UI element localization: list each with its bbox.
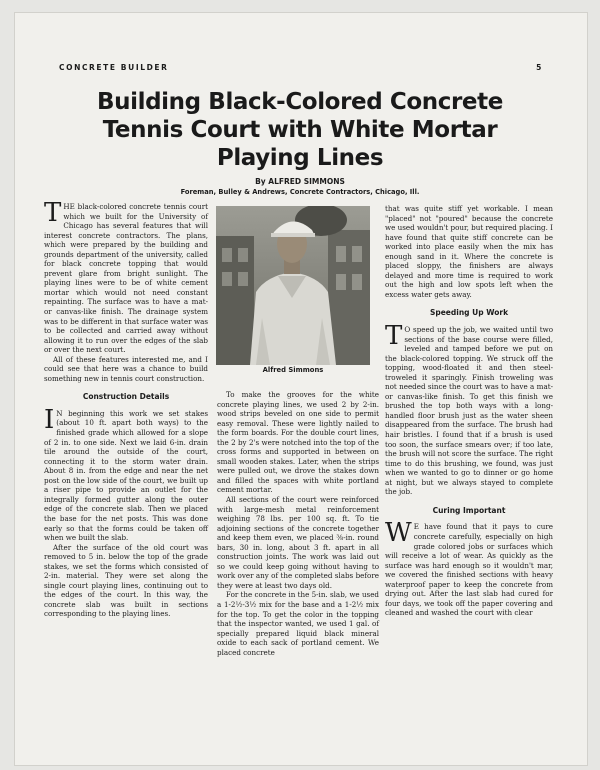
column-3 bbox=[385, 204, 553, 618]
drop-cap: I bbox=[44, 404, 55, 435]
subhead-speeding-up-work: Speeding Up Work bbox=[429, 308, 509, 318]
drop-cap: T bbox=[44, 198, 62, 228]
paragraph: All of these features interested me, and I could see that here was a chance to build something new in tennis court construction. bbox=[44, 354, 208, 383]
page-number: 5 bbox=[536, 63, 543, 72]
subhead-construction-details: Construction Details bbox=[82, 392, 170, 402]
paragraph: To make the grooves for the white concrete playing lines, we used 2 by 2-in. wood strips beveled on one side to permit easy removal. These were lightly nailed to the form boards. For the double court lines, the 2 by 2's were notched into the top of the cross forms and supported in between on small wooden stakes. Later, when the strips were pulled out, we drove the stakes down and filled the spaces with white portland cement mortar. bbox=[217, 390, 379, 495]
byline: By ALFRED SIMMONS bbox=[255, 177, 345, 186]
author-affiliation: Foreman, Bulley & Andrews, Concrete Contractors, Chicago, Ill. bbox=[180, 188, 420, 196]
column-1 bbox=[44, 198, 208, 619]
drop-cap: W bbox=[385, 518, 412, 549]
paragraph: that was quite stiff yet workable. I mean "placed" not "poured" because the concrete we used wouldn't pour, but required placing. I have found that quite stiff concrete can be worked into place easily when the mix has enough sand in it. Where the concrete is placed sloppy, the finishers are always delayed and more time is required to work out the high and low spots left when the excess water gets away. bbox=[385, 204, 553, 299]
publication-name: CONCRETE BUILDER bbox=[59, 63, 169, 72]
column-2 bbox=[217, 390, 379, 657]
paragraph: All sections of the court were reinforced with large-mesh metal reinforcement weighing 78 lbs. per 100 sq. ft. To tie adjoining sections of the concrete together and keep them even, we placed ⅜-in. round bars, 30 in. long, about 3 ft. apart in all construction joints. The work was laid out so we could keep going without having to work over any of the completed slabs before they were at least two days old. bbox=[217, 495, 379, 590]
running-head bbox=[59, 63, 543, 72]
drop-cap: T bbox=[385, 321, 403, 352]
paragraph: I N beginning this work we set stakes (about 10 ft. apart both ways) to the finished grade which allowed for a slope of 2 in. to one side. Next we laid 6-in. drain tile around the outside of the court, connecting it to the storm water drain. About 8 in. from the edge and near the net post on the low side of the court, we built up a riser pipe to provide an outlet for the integrally formed gutter along the outer edge of the concrete slab. Then we placed the base for the net posts. This was done early so that the forms could be taken off when we built the slab. bbox=[44, 404, 208, 543]
portrait-illustration bbox=[216, 206, 370, 365]
article-title: Building Black-Colored Concrete Tennis Court with White Mortar Playing Lines bbox=[97, 89, 503, 171]
paragraph: After the surface of the old court was removed to 5 in. below the top of the grade stakes, we set the forms which consisted of 2-in. material. They were set along the single court playing lines, continuing out to the edges of the court. In this way, the concrete slab was built in sections corresponding to the playing lines. bbox=[44, 542, 208, 619]
paragraph: T O speed up the job, we waited until two sections of the base course were filled, leveled and tamped before we put on the black-colored topping. We struck off the topping, wood-floated it and then steel-troweled it sparingly. Finish troweling was not needed since the court was to have a mat- or canvas-like finish. To get this finish we brushed the top both ways with a long-handled floor brush just as the water sheen disappeared from the surface. The brush had hair bristles. I found that if a brush is used too soon, the surface smears over; if too late, the brush will not score the surface. The right time to do this brushing, we found, was just when we wanted to go to dinner or go home at night, but we always stayed to complete the job. bbox=[385, 321, 553, 497]
paragraph: THE black-colored concrete tennis court which we built for the University of Chicago has several features that will interest concrete contractors. The plans, which were prepared by the building and grounds department of the university, called for black concrete topping that would prevent glare from bright sunlight. The playing lines were to be of white cement mortar which would not need constant repainting. The surface was to have a mat- or canvas-like finish. The drainage system was to be different in that surface water was to be collected and carried away without allowing it to run over the edges of the slab or over the next court. bbox=[44, 198, 208, 355]
paragraph: W E have found that it pays to cure concrete carefully, especially on high grade colored jobs or surfaces which will receive a lot of wear. As quickly as the surface was hard enough so it wouldn't mar, we covered the finished sections with heavy waterproof paper to keep the concrete from drying out. After the last slab had cured for four days, we took off the paper covering and cleaned and washed the court with clear bbox=[385, 518, 553, 618]
photo-caption: Alfred Simmons bbox=[262, 366, 324, 374]
paragraph: For the concrete in the 5-in. slab, we used a 1-2½-3½ mix for the base and a 1-2½ mix for the top. To get the color in the topping that the inspector wanted, we used 1 gal. of specially prepared liquid black mineral oxide to each sack of portland cement. We placed concrete bbox=[217, 590, 379, 657]
author-photo bbox=[216, 206, 370, 365]
subhead-curing-important: Curing Important bbox=[432, 505, 506, 515]
